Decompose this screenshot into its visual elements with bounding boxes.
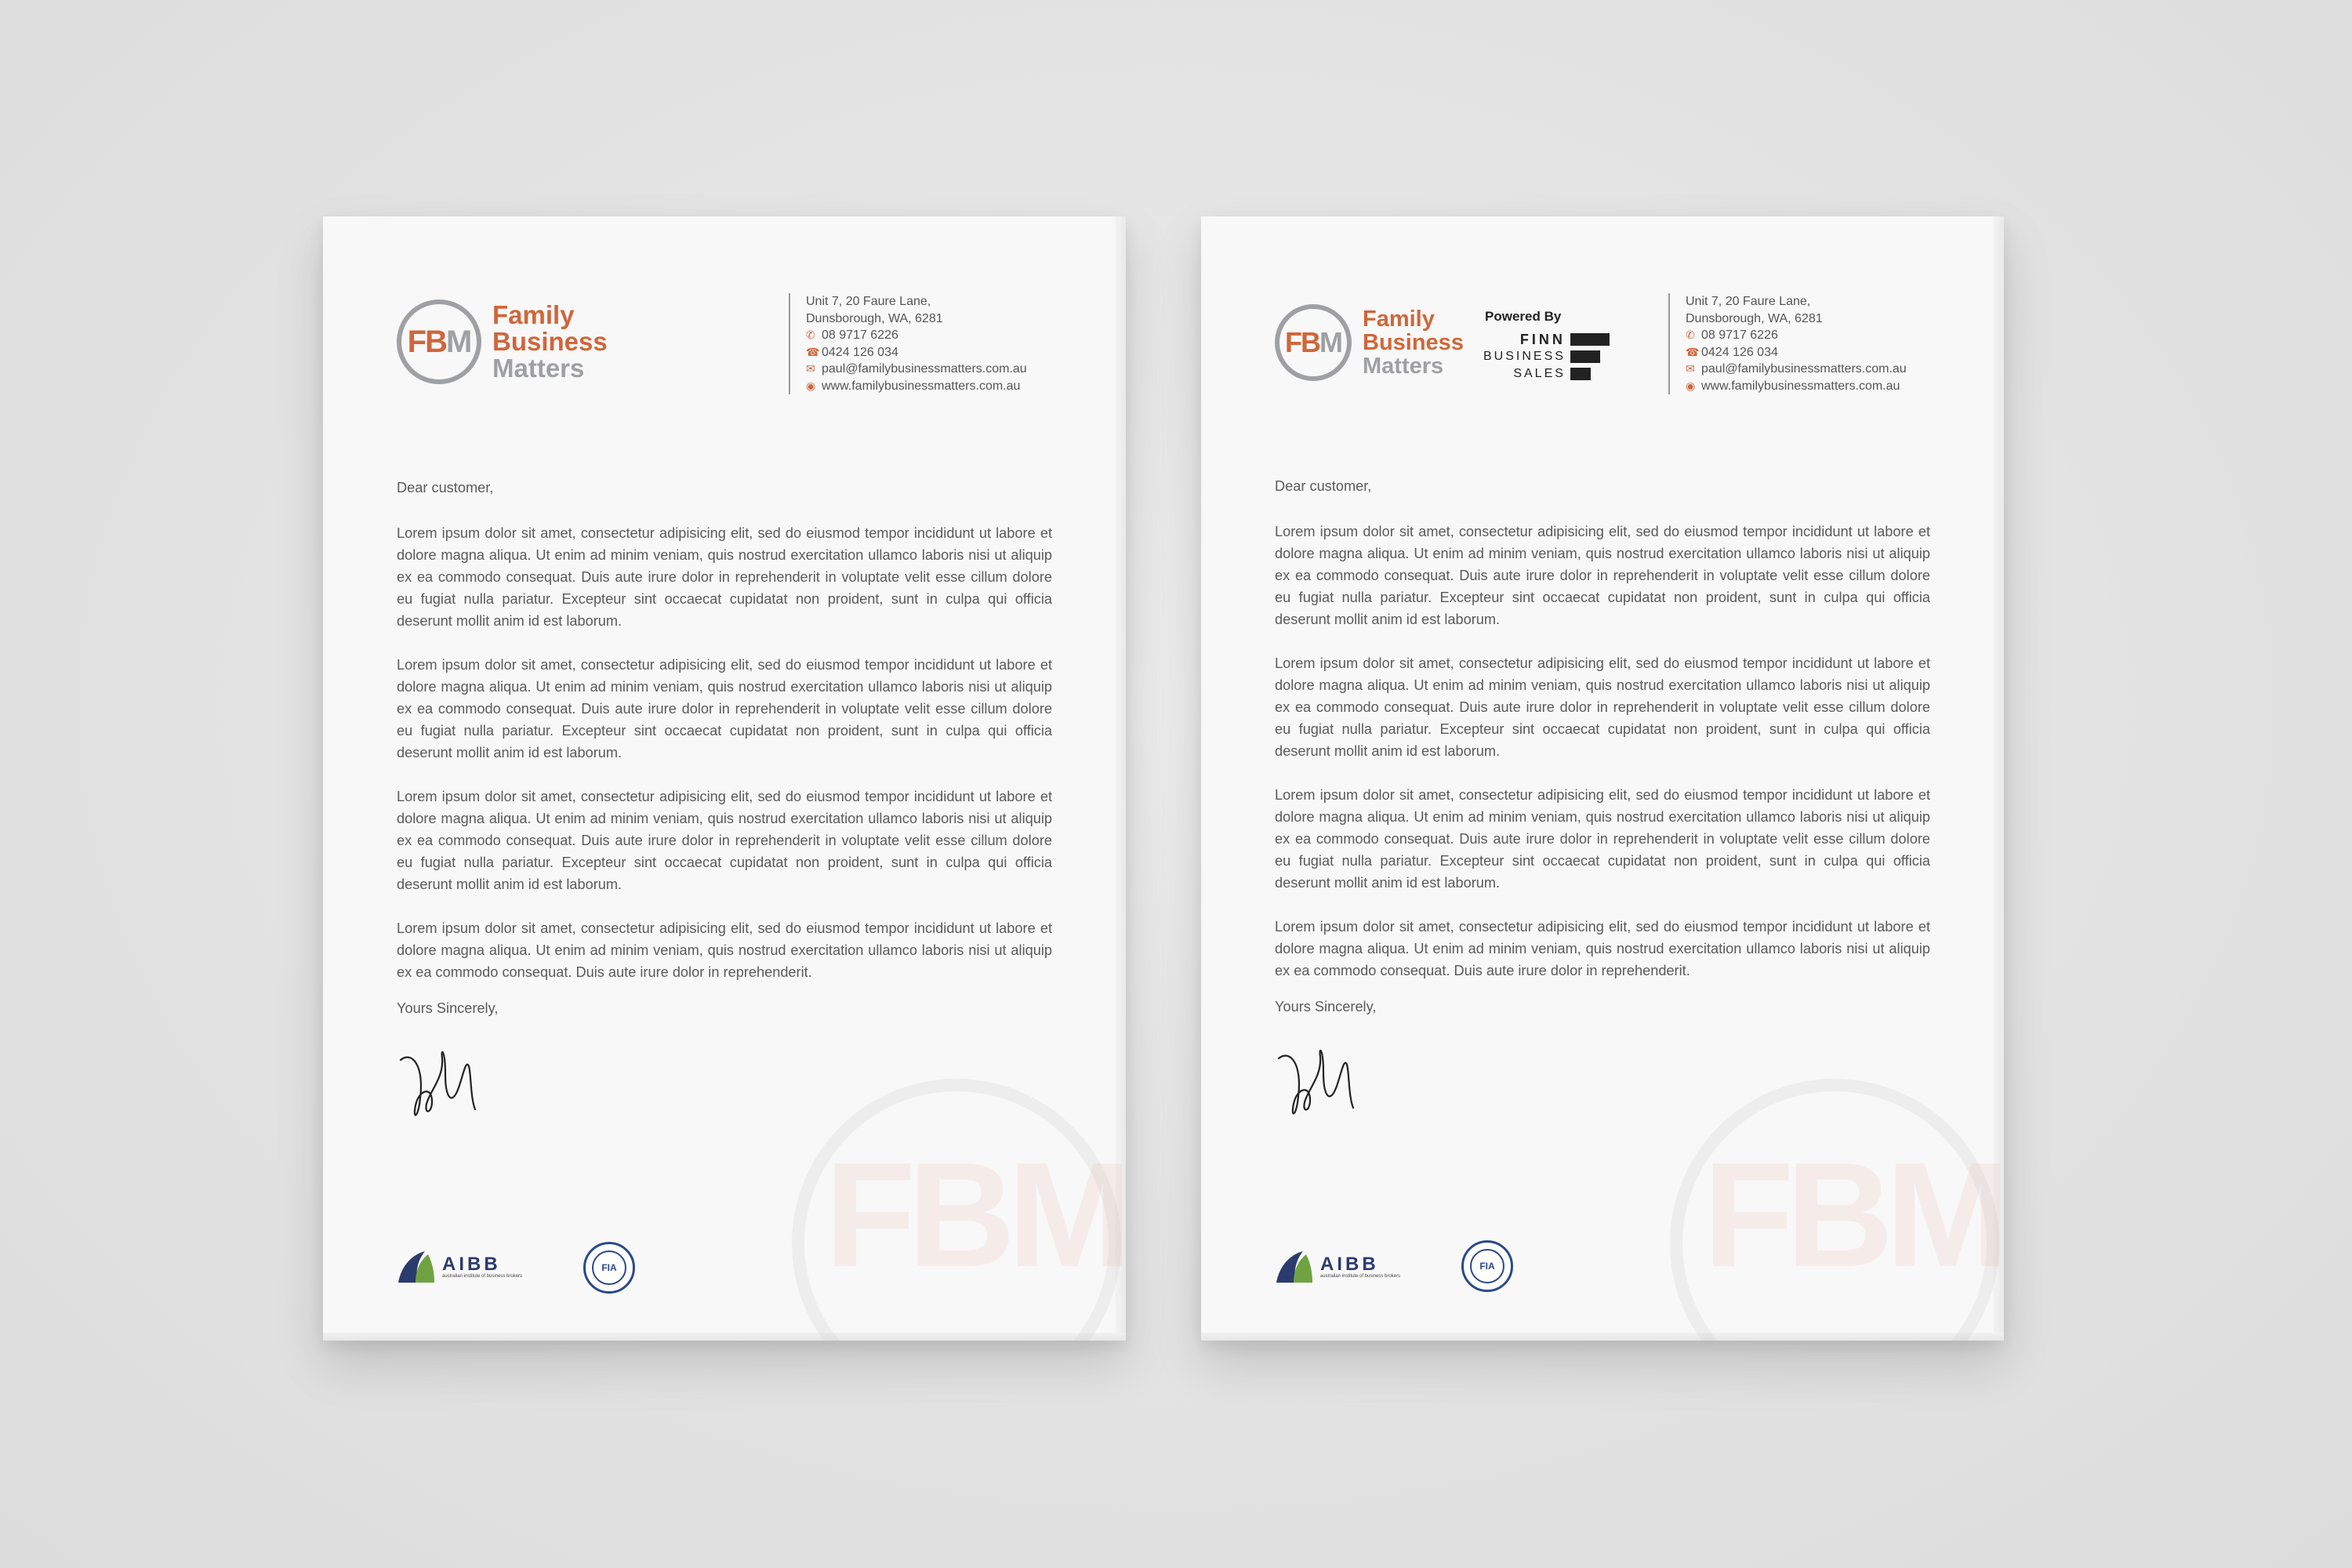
- mobile-text: 0424 126 034: [1701, 345, 1778, 359]
- logo-mark-fb: FB: [1285, 326, 1319, 358]
- phone-icon: ✆: [806, 328, 815, 341]
- aibb-name: AIBB: [442, 1254, 501, 1275]
- mobile-row: [1686, 344, 1907, 361]
- email-text: paul@familybusinessmatters.com.au: [1701, 362, 1907, 376]
- website-row: [806, 378, 1027, 395]
- address-line-1: Unit 7, 20 Faure Lane,: [806, 295, 931, 308]
- mobile-icon: ☎: [806, 345, 820, 358]
- aibb-wordmark: [442, 1255, 522, 1279]
- phone-text: 08 9717 6226: [1701, 328, 1778, 342]
- website-text: www.familybusinessmatters.com.au: [822, 379, 1021, 393]
- email-row: [1686, 361, 1907, 378]
- logo-word-business: Business: [492, 327, 608, 356]
- watermark-text: FBM: [1703, 1132, 2002, 1298]
- website-text: www.familybusinessmatters.com.au: [1701, 379, 1900, 393]
- aibb-wordmark: [1320, 1255, 1400, 1279]
- contact-block: [1668, 293, 1907, 394]
- fia-badge-inner: FIA: [1470, 1249, 1504, 1283]
- logo-mark-fb: FB: [407, 324, 446, 359]
- fbm-logo-mark: [1275, 304, 1352, 381]
- finn-business-sales-logo: [1483, 331, 1610, 383]
- letter-greeting: Dear customer,: [1275, 478, 1372, 494]
- aibb-subtitle: australian institute of business brokers: [1320, 1274, 1401, 1279]
- fia-badge: [1461, 1240, 1513, 1292]
- letter-body: [1275, 521, 1930, 1004]
- logo-mark-m: M: [1319, 326, 1341, 358]
- email-icon: ✉: [806, 362, 815, 375]
- logo-word-family: Family: [492, 300, 575, 329]
- letterhead-sheet-right: [1201, 216, 2004, 1341]
- phone-row: [806, 327, 1027, 344]
- logo-word-business: Business: [1363, 330, 1464, 355]
- mobile-text: 0424 126 034: [822, 345, 898, 359]
- address-line-2: Dunsborough, WA, 6281: [806, 311, 943, 325]
- fbm-logo: [1275, 304, 1464, 381]
- finn-business-word: BUSINESS: [1483, 350, 1566, 363]
- aibb-mark-icon: [397, 1250, 436, 1284]
- letter-paragraph: Lorem ipsum dolor sit amet, consectetur adipisicing elit, sed do eiusmod tempor incididunt ut labore et dolore magna aliqua. Ut enim ad minim veniam, quis nostrud exercitation ullamco laboris nisi ut aliquip ex ea commodo consequat. Duis aute irure dolor in reprehenderit in voluptate velit esse cillum dolore eu fugiat nulla pariatur. Excepteur sint occaecat cupidatat non proident, sunt in culpa qui officia deserunt mollit anim id est laborum.: [1275, 655, 1930, 759]
- address-line-2: Dunsborough, WA, 6281: [1686, 311, 1823, 325]
- letter-closing: Yours Sincerely,: [397, 1000, 499, 1016]
- address-line-1: Unit 7, 20 Faure Lane,: [1686, 295, 1811, 308]
- letter-greeting: Dear customer,: [397, 480, 494, 495]
- signature: [397, 1043, 499, 1129]
- contact-block: [789, 293, 1027, 394]
- globe-icon: ◉: [1686, 379, 1696, 392]
- mobile-icon: ☎: [1686, 345, 1700, 358]
- powered-by-label: Powered By: [1485, 309, 1562, 324]
- email-text: paul@familybusinessmatters.com.au: [822, 362, 1027, 376]
- logo-wordmark: [1363, 307, 1464, 378]
- letter-paragraph: Lorem ipsum dolor sit amet, consectetur adipisicing elit, sed do eiusmod tempor incididunt ut labore et dolore magna aliqua. Ut enim ad minim veniam, quis nostrud exercitation ullamco laboris nisi ut aliquip ex ea commodo consequat. Duis aute irure dolor in reprehenderit in voluptate velit esse cillum dolore eu fugiat nulla pariatur. Excepteur sint occaecat cupidatat non proident, sunt in culpa qui officia deserunt mollit anim id est laborum.: [1275, 524, 1930, 627]
- aibb-mark-icon: [1275, 1250, 1314, 1284]
- website-row: [1686, 378, 1907, 395]
- letter-paragraph: Lorem ipsum dolor sit amet, consectetur adipisicing elit, sed do eiusmod tempor incididunt ut labore et dolore magna aliqua. Ut enim ad minim veniam, quis nostrud exercitation ullamco laboris nisi ut aliquip ex ea commodo consequat. Duis aute irure dolor in reprehenderit in voluptate velit esse cillum dolore eu fugiat nulla pariatur. Excepteur sint occaecat cupidatat non proident, sunt in culpa qui officia deserunt mollit anim id est laborum.: [397, 789, 1052, 892]
- letter-body: [397, 522, 1052, 1005]
- phone-row: [1686, 327, 1907, 344]
- logo-word-matters: Matters: [492, 354, 585, 383]
- letter-paragraph: Lorem ipsum dolor sit amet, consectetur adipisicing elit, sed do eiusmod tempor incididunt ut labore et dolore magna aliqua. Ut enim ad minim veniam, quis nostrud exercitation ullamco laboris nisi ut aliquip ex ea commodo consequat. Duis aute irure dolor in reprehenderit in voluptate velit esse cillum dolore eu fugiat nulla pariatur. Excepteur sint occaecat cupidatat non proident, sunt in culpa qui officia deserunt mollit anim id est laborum.: [1275, 787, 1930, 891]
- fbm-logo-mark: [397, 299, 481, 384]
- logo-word-matters: Matters: [1363, 354, 1444, 379]
- letter-paragraph: Lorem ipsum dolor sit amet, consectetur adipisicing elit, sed do eiusmod tempor incididunt ut labore et dolore magna aliqua. Ut enim ad minim veniam, quis nostrud exercitation ullamco laboris nisi ut aliquip ex ea commodo consequat. Duis aute irure dolor in reprehenderit.: [397, 920, 1052, 980]
- fia-badge: [583, 1242, 635, 1294]
- letter-paragraph: Lorem ipsum dolor sit amet, consectetur adipisicing elit, sed do eiusmod tempor incididunt ut labore et dolore magna aliqua. Ut enim ad minim veniam, quis nostrud exercitation ullamco laboris nisi ut aliquip ex ea commodo consequat. Duis aute irure dolor in reprehenderit in voluptate velit esse cillum dolore eu fugiat nulla pariatur. Excepteur sint occaecat cupidatat non proident, sunt in culpa qui officia deserunt mollit anim id est laborum.: [397, 525, 1052, 629]
- aibb-subtitle: australian institute of business brokers: [442, 1274, 523, 1279]
- mobile-row: [806, 344, 1027, 361]
- aibb-logo: [1275, 1250, 1400, 1284]
- phone-text: 08 9717 6226: [822, 328, 898, 342]
- email-icon: ✉: [1686, 362, 1695, 375]
- letter-closing: Yours Sincerely,: [1275, 999, 1377, 1014]
- logo-word-family: Family: [1363, 307, 1435, 332]
- finn-word: FINN: [1519, 332, 1566, 347]
- phone-icon: ✆: [1686, 328, 1695, 341]
- watermark-text: FBM: [825, 1132, 1124, 1298]
- aibb-name: AIBB: [1320, 1254, 1379, 1275]
- fbm-logo: [397, 299, 608, 384]
- logo-wordmark: [492, 302, 608, 382]
- finn-sales-word: SALES: [1513, 367, 1566, 380]
- finn-wordmark: [1483, 331, 1566, 383]
- signature: [1275, 1041, 1377, 1127]
- email-row: [806, 361, 1027, 378]
- powered-by-block: [1483, 309, 1610, 383]
- fia-badge-inner: FIA: [592, 1250, 626, 1285]
- letter-paragraph: Lorem ipsum dolor sit amet, consectetur adipisicing elit, sed do eiusmod tempor incididunt ut labore et dolore magna aliqua. Ut enim ad minim veniam, quis nostrud exercitation ullamco laboris nisi ut aliquip ex ea commodo consequat. Duis aute irure dolor in reprehenderit.: [1275, 919, 1930, 978]
- globe-icon: ◉: [806, 379, 816, 392]
- letter-paragraph: Lorem ipsum dolor sit amet, consectetur adipisicing elit, sed do eiusmod tempor incididunt ut labore et dolore magna aliqua. Ut enim ad minim veniam, quis nostrud exercitation ullamco laboris nisi ut aliquip ex ea commodo consequat. Duis aute irure dolor in reprehenderit in voluptate velit esse cillum dolore eu fugiat nulla pariatur. Excepteur sint occaecat cupidatat non proident, sunt in culpa qui officia deserunt mollit anim id est laborum.: [397, 657, 1052, 760]
- aibb-logo: [397, 1250, 522, 1284]
- logo-mark-m: M: [446, 324, 471, 359]
- finn-bars-icon: [1570, 333, 1610, 380]
- letterhead-sheet-left: [323, 216, 1126, 1341]
